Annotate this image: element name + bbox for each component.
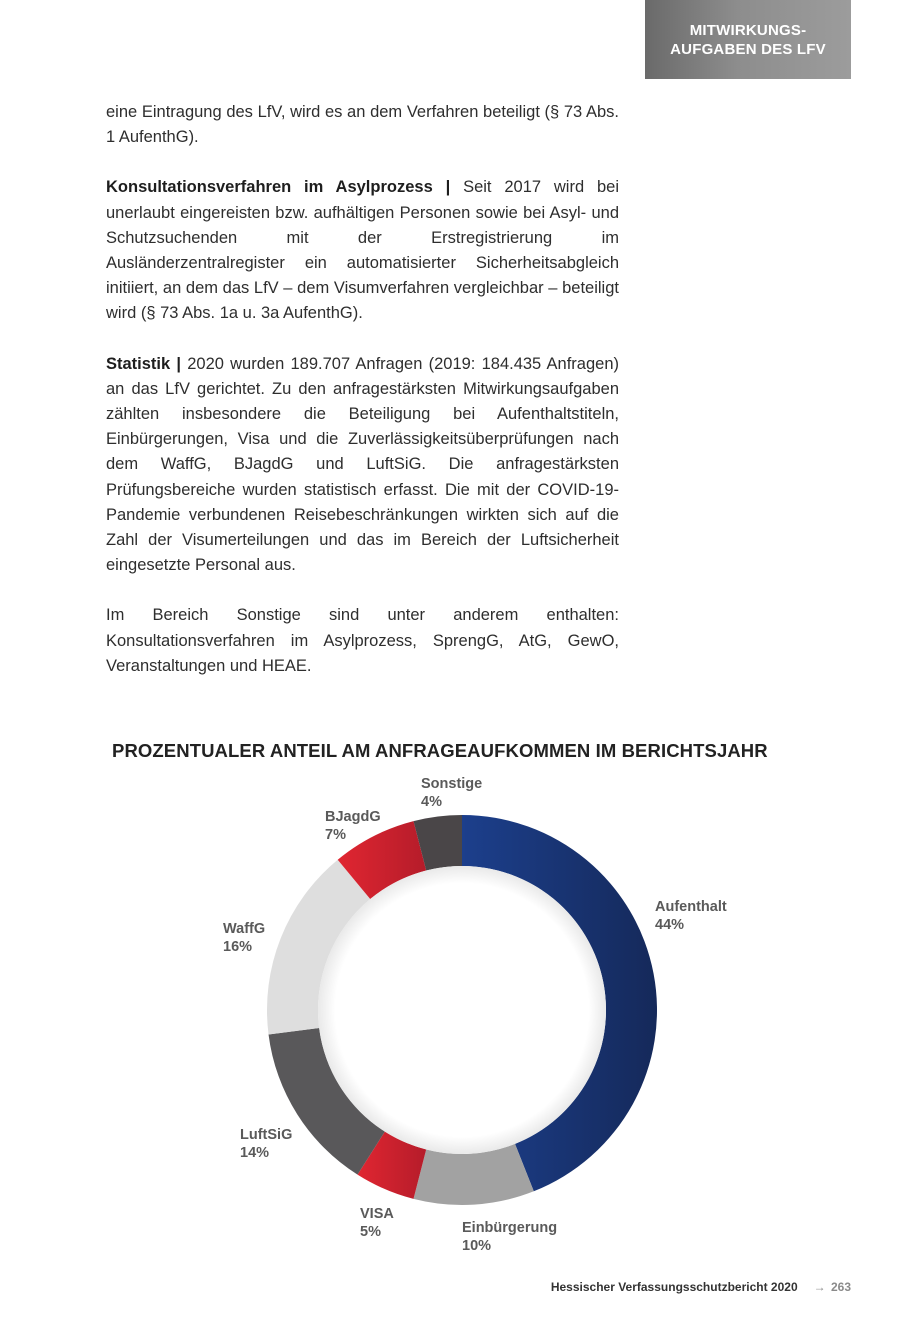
- slice-label-name: BJagdG: [325, 809, 381, 825]
- paragraph-text-konsultation: Seit 2017 wird bei unerlaubt eingereisten bzw. aufhältigen Personen sowie bei Asyl- und Schutzsuchenden mit der Erstregistrierung im Ausländerzentralregister ein automatisierter Sicherheitsabgleich initiiert, an dem das LfV – dem Visumverfahren vergleichbar – beteiligt wird (§ 73 Abs. 1a u. 3a AufenthG).: [106, 178, 620, 323]
- slice-label-name: LuftSiG: [240, 1127, 293, 1143]
- slice-label-einbürgerung: [462, 1219, 557, 1255]
- paragraph-continuation: eine Eintragung des LfV, wird es an dem Verfahren beteiligt (§ 73 Abs. 1 AufenthG).: [106, 103, 619, 147]
- page-number: 263: [830, 1280, 851, 1294]
- slice-label-value: 16%: [223, 939, 253, 955]
- slice-label-value: 10%: [462, 1238, 492, 1254]
- slice-label-name: VISA: [360, 1206, 394, 1222]
- section-tab-line1: MITWIRKUNGS-: [689, 21, 807, 39]
- section-tab-line2: AUFGABEN DES LFV: [670, 40, 826, 58]
- slice-label-waffg: [223, 920, 265, 956]
- arrow-right-icon: →: [813, 1280, 826, 1294]
- slice-label-luftsig: [240, 1126, 292, 1162]
- page-footer: [551, 1280, 851, 1294]
- slice-label-value: 14%: [240, 1145, 270, 1161]
- slice-label-value: 5%: [360, 1224, 381, 1240]
- slice-label-bjagdg: [325, 808, 381, 844]
- paragraph-text-statistik: 2020 wurden 189.707 Anfragen (2019: 184.435 Anfragen) an das LfV gerichtet. Zu den anfragestärksten Mitwirkungsaufgaben zählten insbesondere die Beteiligung bei Aufenthaltstiteln, Einbürgerungen, Visa und die Zuverlässigkeitsüberprüfungen nach dem WaffG, BJagdG und LuftSiG. Die anfragestärksten Prüfungsbereiche wurden statistisch erfasst. Die mit der COVID-19-Pandemie verbundenen Reisebeschränkungen wirkten sich auf die Zahl der Visumerteilungen und das im Bereich der Luftsicherheit eingesetzte Personal aus.: [106, 354, 619, 575]
- chart-title: PROZENTUALER ANTEIL AM ANFRAGEAUFKOMMEN IM BERICHTSJAHR: [112, 740, 768, 761]
- slice-label-visa: [360, 1205, 394, 1241]
- donut-hole: [318, 866, 606, 1154]
- slice-label-value: 4%: [421, 794, 442, 810]
- slice-label-sonstige: [421, 775, 482, 811]
- slice-label-name: WaffG: [223, 921, 266, 937]
- slice-label-aufenthalt: [655, 898, 727, 934]
- slice-label-name: Sonstige: [421, 776, 483, 792]
- slice-label-value: 7%: [325, 827, 346, 843]
- slice-label-value: 44%: [655, 917, 685, 933]
- paragraph-heading-statistik: Statistik |: [106, 354, 182, 373]
- paragraph-heading-konsultation: Konsultationsverfahren im Asylprozess |: [106, 178, 451, 197]
- paragraph-sonstige: Im Bereich Sonstige sind unter anderem enthalten: Konsultationsverfahren im Asylprozess, SprengG, AtG, GewO, Veranstaltungen und HEAE.: [106, 606, 619, 675]
- publication-title: Hessischer Verfassungsschutzbericht 2020: [550, 1280, 798, 1294]
- slice-label-name: Einbürgerung: [462, 1220, 558, 1236]
- slice-label-name: Aufenthalt: [655, 899, 727, 915]
